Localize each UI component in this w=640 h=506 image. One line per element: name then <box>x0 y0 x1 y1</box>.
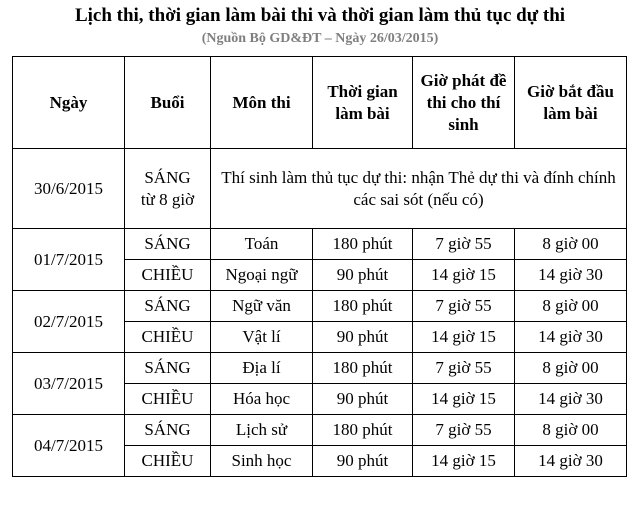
subject-cell: Hóa học <box>211 384 313 415</box>
paper-time-cell: 7 giờ 55 <box>413 415 515 446</box>
duration-cell: 180 phút <box>313 291 413 322</box>
session-cell: SÁNG <box>125 353 211 384</box>
subject-cell: Vật lí <box>211 322 313 353</box>
header-date: Ngày <box>13 57 125 149</box>
subject-cell: Toán <box>211 229 313 260</box>
header-paper-time: Giờ phát đề thi cho thí sinh <box>413 57 515 149</box>
paper-time-cell: 14 giờ 15 <box>413 384 515 415</box>
date-cell: 01/7/2015 <box>13 229 125 291</box>
table-row <box>13 415 627 446</box>
session-cell: CHIỀU <box>125 260 211 291</box>
session-cell: SÁNG <box>125 415 211 446</box>
start-time-cell: 8 giờ 00 <box>515 229 627 260</box>
start-time-cell: 14 giờ 30 <box>515 322 627 353</box>
subject-cell: Sinh học <box>211 446 313 477</box>
source-note: (Nguồn Bộ GD&ĐT – Ngày 26/03/2015) <box>201 31 439 46</box>
table-row <box>13 291 627 322</box>
session-label: SÁNG <box>144 167 191 187</box>
subject-cell: Địa lí <box>211 353 313 384</box>
subject-cell: Ngữ văn <box>211 291 313 322</box>
date-cell: 04/7/2015 <box>13 415 125 477</box>
start-time-cell: 8 giờ 00 <box>515 415 627 446</box>
date-cell: 30/6/2015 <box>13 149 125 229</box>
subject-cell: Ngoại ngữ <box>211 260 313 291</box>
session-cell: CHIỀU <box>125 384 211 415</box>
header-session: Buổi <box>125 57 211 149</box>
paper-time-cell: 14 giờ 15 <box>413 260 515 291</box>
table-row <box>13 229 627 260</box>
duration-cell: 90 phút <box>313 446 413 477</box>
procedure-row <box>13 149 627 229</box>
session-cell <box>125 149 211 229</box>
paper-time-cell: 14 giờ 15 <box>413 322 515 353</box>
duration-cell: 180 phút <box>313 229 413 260</box>
paper-time-cell: 14 giờ 15 <box>413 446 515 477</box>
duration-cell: 90 phút <box>313 384 413 415</box>
duration-cell: 90 phút <box>313 260 413 291</box>
duration-cell: 90 phút <box>313 322 413 353</box>
session-cell: SÁNG <box>125 291 211 322</box>
header-subject: Môn thi <box>211 57 313 149</box>
procedure-note: Thí sinh làm thủ tục dự thi: nhận Thẻ dự thi và đính chính các sai sót (nếu có) <box>211 149 627 229</box>
table-row <box>13 353 627 384</box>
page-title: Lịch thi, thời gian làm bài thi và thời gian làm thủ tục dự thi <box>74 5 566 26</box>
subject-cell: Lịch sử <box>211 415 313 446</box>
header-start-time: Giờ bắt đầu làm bài <box>515 57 627 149</box>
session-cell: SÁNG <box>125 229 211 260</box>
start-time-cell: 8 giờ 00 <box>515 291 627 322</box>
start-time-cell: 14 giờ 30 <box>515 446 627 477</box>
start-time-cell: 14 giờ 30 <box>515 260 627 291</box>
paper-time-cell: 7 giờ 55 <box>413 353 515 384</box>
session-cell: CHIỀU <box>125 322 211 353</box>
date-cell: 02/7/2015 <box>13 291 125 353</box>
header-duration: Thời gian làm bài <box>313 57 413 149</box>
duration-cell: 180 phút <box>313 415 413 446</box>
exam-schedule-table <box>12 56 627 477</box>
paper-time-cell: 7 giờ 55 <box>413 229 515 260</box>
session-detail: từ 8 giờ <box>140 189 195 209</box>
date-cell: 03/7/2015 <box>13 353 125 415</box>
start-time-cell: 14 giờ 30 <box>515 384 627 415</box>
table-header-row <box>13 57 627 149</box>
start-time-cell: 8 giờ 00 <box>515 353 627 384</box>
duration-cell: 180 phút <box>313 353 413 384</box>
paper-time-cell: 7 giờ 55 <box>413 291 515 322</box>
session-cell: CHIỀU <box>125 446 211 477</box>
